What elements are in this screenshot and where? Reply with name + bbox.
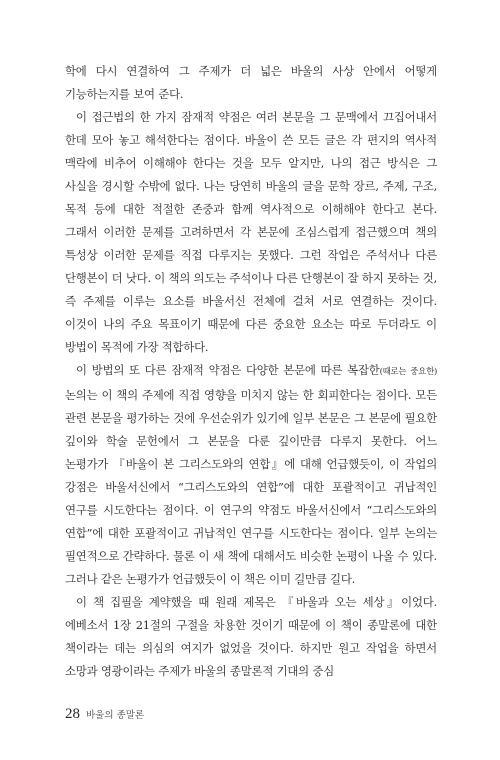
page-number: 28 bbox=[65, 706, 80, 722]
page-footer bbox=[65, 706, 144, 723]
paragraph-1: 학에 다시 연결하여 그 주제가 더 넓은 바울의 사상 안에서 어떻게 기능하는지를 보여 준다. bbox=[65, 64, 437, 101]
running-book-title: 바울의 종말론 bbox=[86, 710, 145, 721]
paragraph-2: 이 접근법의 한 가지 잠재적 약점은 여러 본문을 그 문맥에서 끄집어내서 한데 모아 놓고 해석한다는 점이다. 바울이 쓴 모든 글은 각 편지의 역사적 맥락에 비추어 이해해야 한다는 것을 모두 알지만, 나의 접근 방식은 그 사실을 경시할 수밖에 없다. 나는 당연히 바울의 글을 문학 장르, 주제, 구조, 목적 등에 대한 적절한 존중과 함께 역사적으로 이해해야 한다고 본다. 그래서 이러한 문제를 고려하면서 각 본문에 조심스럽게 접근했으며 책의 특성상 이러한 문제를 직접 다루지는 못했다. 그런 작업은 주석서나 다른 단행본이 더 낫다. 이 책의 의도는 주석이나 다른 단행본이 잘 하지 못하는 것, 즉 주제를 이루는 요소를 바울서신 전체에 걸쳐 서로 연결하는 것이다. 이것이 나의 주요 목표이기 때문에 다른 중요한 요소는 따로 두더라도 이 방법이 목적에 가장 적합하다. bbox=[65, 110, 437, 354]
paragraph-3-text-after: 논의는 이 책의 주제에 직접 영향을 미치지 않는 한 회피한다는 점이다. 모든 관련 본문을 평가하는 것에 우선순위가 있기에 일부 본문은 그 본문에 필요한 깊이와 학술 문헌에서 그 본문을 다룬 깊이만큼 다루지 못한다. 어느 논평가가 『바울이 본 그리스도와의 연합』에 대해 언급했듯이, 이 작업의 강점은 바울서신에서 “그리스도와의 연합”에 대한 포괄적이고 귀납적인 연구를 시도한다는 점이다. 이 연구의 약점도 바울서신에서 “그리스도와의 연합”에 대한 포괄적이고 귀납적인 연구를 시도한다는 점이다. 일부 논의는 필연적으로 간략하다. 물론 이 새 책에 대해서도 비슷한 논평이 나올 수 있다. 그러나 같은 논평가가 언급했듯이 이 책은 이미 길만큼 길다. bbox=[65, 388, 437, 586]
paragraph-3 bbox=[65, 359, 437, 591]
paragraph-3-text-before: 이 방법의 또 다른 잠재적 약점은 다양한 본문에 따른 복잡한 bbox=[76, 363, 380, 377]
paragraph-3-small-note: (때로는 중요한) bbox=[379, 367, 437, 377]
paragraph-4: 이 책 집필을 계약했을 때 원래 제목은 『바울과 오는 세상』이었다. 에베소서 1장 21절의 구절을 차용한 것이기 때문에 이 책이 종말론에 대한 책이라는 데는 의심의 여지가 없었을 것이다. 하지만 원고 작업을 하면서 소망과 영광이라는 주제가 바울의 종말론적 기대의 중심 bbox=[65, 595, 437, 678]
page-body bbox=[65, 60, 437, 683]
